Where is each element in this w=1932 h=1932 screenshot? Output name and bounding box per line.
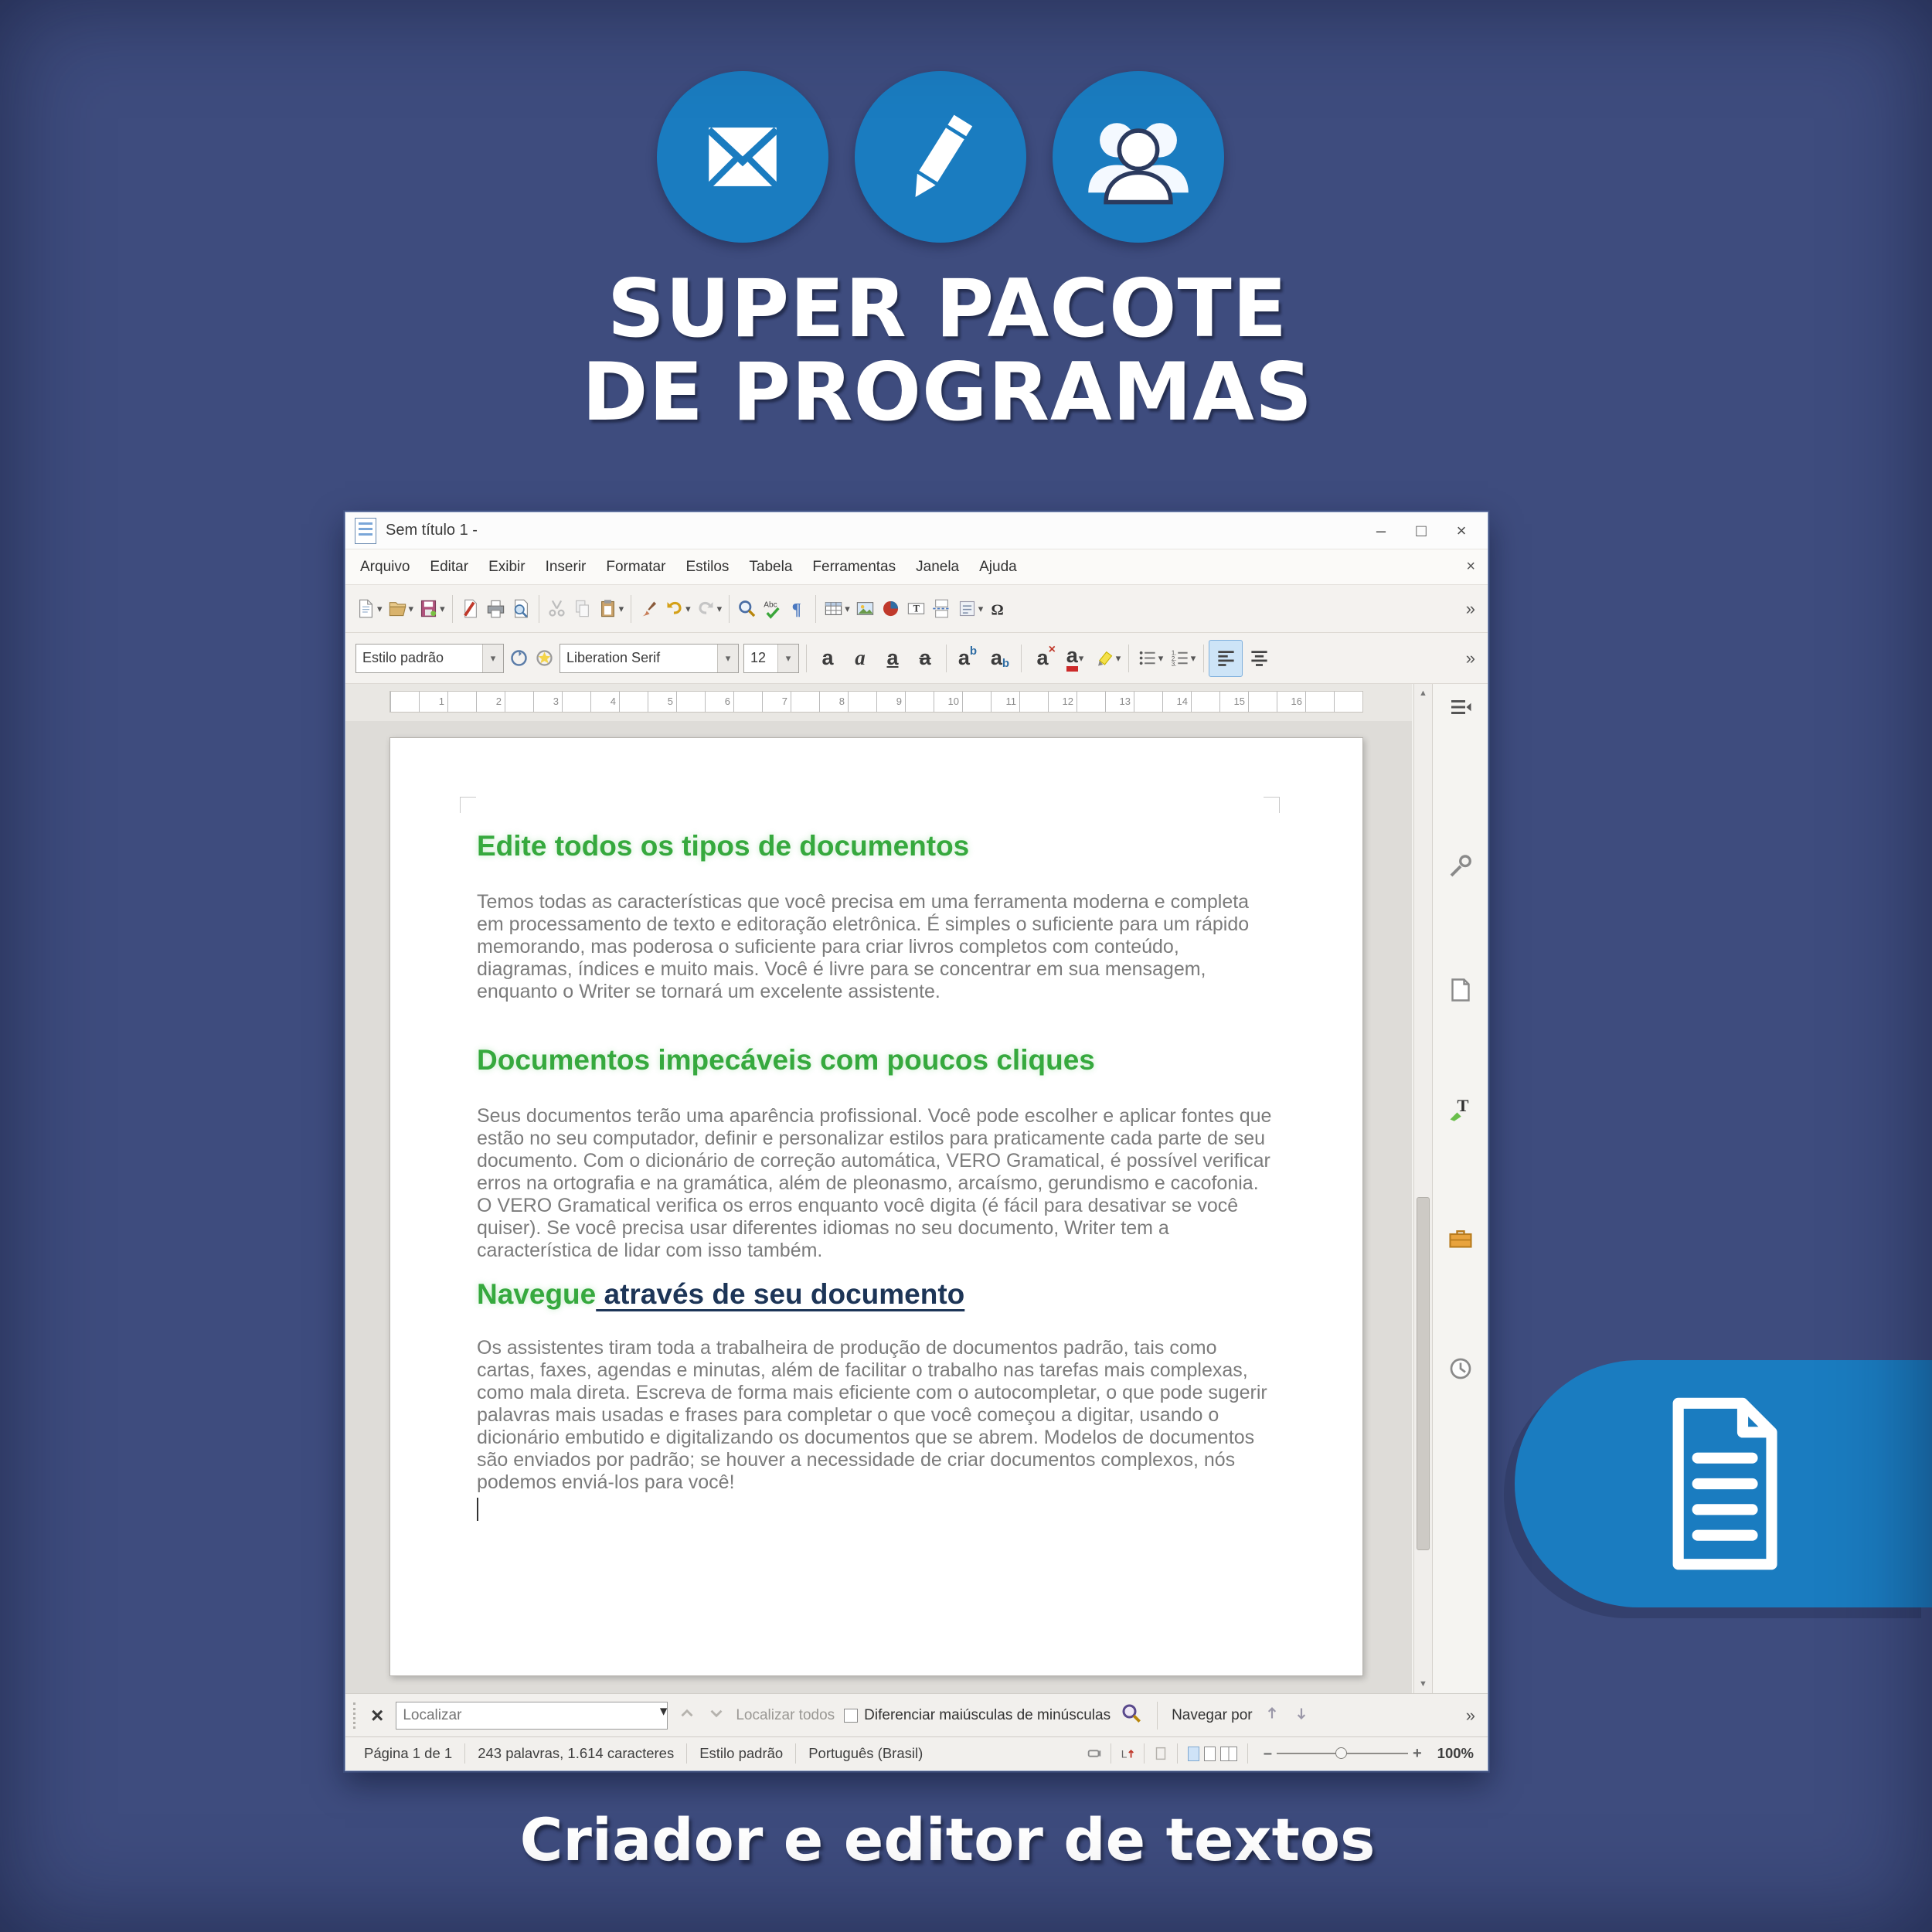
- scroll-up-icon[interactable]: ▲: [1419, 689, 1427, 698]
- page-count-status[interactable]: Página 1 de 1: [364, 1745, 453, 1761]
- poster-title-line2: DE PROGRAMAS: [581, 346, 1314, 440]
- toolbar-grip[interactable]: [353, 1702, 359, 1729]
- new-style-button[interactable]: [532, 641, 557, 676]
- dropdown-caret[interactable]: ▾: [618, 602, 624, 614]
- menu-bar: [345, 549, 1488, 585]
- word-count-status[interactable]: 243 palavras, 1.614 caracteres: [478, 1745, 675, 1761]
- zoom-slider[interactable]: [1277, 1753, 1408, 1754]
- highlighter-icon: [1094, 648, 1115, 668]
- toolbar-separator: [452, 595, 453, 623]
- print-button[interactable]: [483, 591, 509, 627]
- open-icon: [387, 598, 408, 619]
- zoom-level[interactable]: 100%: [1437, 1745, 1474, 1761]
- ruler-number: 16: [1291, 696, 1302, 707]
- maximize-button[interactable]: □: [1416, 520, 1427, 540]
- ruler-number: 15: [1233, 696, 1245, 707]
- status-bar: [345, 1736, 1488, 1770]
- properties-icon[interactable]: [1447, 852, 1475, 884]
- insert-textbox-button[interactable]: [903, 591, 929, 627]
- ruler-number: 13: [1119, 696, 1131, 707]
- paste-button[interactable]: [595, 591, 627, 627]
- undo-button[interactable]: [662, 591, 693, 627]
- open-button[interactable]: [385, 591, 417, 627]
- print-icon: [485, 598, 506, 619]
- poster-title: [0, 263, 1895, 440]
- align-left-icon: [1216, 648, 1236, 668]
- svg-text:Abc: Abc: [764, 600, 777, 610]
- status-separator: [1247, 1743, 1248, 1764]
- insert-textbox-icon: [906, 598, 927, 619]
- ruler-number: 9: [896, 696, 902, 707]
- writer-window: [345, 512, 1488, 1771]
- spelling-button[interactable]: [760, 591, 785, 627]
- margin-corner-mark: [460, 797, 476, 813]
- dropdown-caret[interactable]: ▾: [1190, 651, 1196, 664]
- book-view-icon[interactable]: [1220, 1747, 1237, 1761]
- find-replace-dialog-icon[interactable]: [1120, 1702, 1143, 1730]
- subscript-button[interactable]: a b: [990, 646, 1010, 670]
- cut-icon: [546, 598, 567, 619]
- find-input[interactable]: [396, 1702, 659, 1729]
- window-title: Sem título 1 -: [386, 522, 478, 539]
- menu-item[interactable]: Exibir: [488, 558, 526, 575]
- clear-formatting-button[interactable]: a ×: [1036, 642, 1056, 669]
- ruler-number: 10: [947, 696, 959, 707]
- dropdown-caret[interactable]: ▾: [1115, 651, 1121, 664]
- find-previous-icon[interactable]: [677, 1703, 697, 1728]
- save-icon: [418, 598, 439, 619]
- page-style-status[interactable]: Estilo padrão: [699, 1745, 784, 1761]
- font-color-button[interactable]: a ▾: [1059, 641, 1091, 676]
- bold-button[interactable]: a: [821, 646, 834, 669]
- ruler-numbers: [389, 691, 1363, 713]
- match-case-option[interactable]: [844, 1707, 1111, 1724]
- poster-title-line1: SUPER PACOTE: [607, 263, 1288, 355]
- formatting-marks-icon: [787, 598, 808, 619]
- people-glyph: [1081, 100, 1196, 214]
- dropdown-caret[interactable]: ▾: [845, 602, 850, 614]
- vertical-scrollbar[interactable]: [1413, 684, 1432, 1693]
- font-size-combo[interactable]: [743, 644, 799, 673]
- dropdown-caret[interactable]: ▾: [777, 645, 798, 672]
- zoom-out-icon[interactable]: –: [1263, 1744, 1272, 1762]
- insert-image-icon: [855, 598, 876, 619]
- dropdown-caret[interactable]: ▾: [659, 1702, 668, 1719]
- numbered-list-icon: [1169, 648, 1190, 668]
- page-break-button[interactable]: [929, 591, 954, 627]
- header-icons: [657, 71, 1224, 243]
- export-pdf-icon: [460, 598, 481, 619]
- doc-heading-2: Documentos impecáveis com poucos cliques: [477, 1044, 1095, 1076]
- insert-chart-icon: [880, 598, 901, 619]
- dropdown-caret[interactable]: ▾: [978, 602, 984, 614]
- insert-image-button[interactable]: [852, 591, 878, 627]
- find-toolbar: [345, 1693, 1488, 1736]
- dropdown-caret[interactable]: ▾: [440, 602, 445, 614]
- dropdown-caret[interactable]: ▾: [685, 602, 691, 614]
- doc-paragraph-1: Temos todas as características que você precisa em uma ferramenta moderna e completa em processamento de texto e editoração eletrônica. É simples o suficiente para um rápido memorando, mas poderosa o suficiente para criar livros completos com conteúdo, diagramas, índices e muito mais. Você é livre para se concentrar em sua mensagem, enquanto o Writer se tornará um excelente assistente.: [477, 891, 1250, 1002]
- toolbar-separator: [1157, 1702, 1158, 1730]
- navigate-next-icon[interactable]: [1291, 1703, 1311, 1728]
- find-next-icon[interactable]: [706, 1703, 726, 1728]
- dropdown-caret[interactable]: ▾: [717, 645, 738, 672]
- save-button[interactable]: [416, 591, 447, 627]
- scrollbar-thumb[interactable]: [1417, 1197, 1430, 1550]
- print-preview-button[interactable]: [509, 591, 534, 627]
- doc-heading-3: [477, 1277, 1276, 1311]
- undo-icon: [664, 598, 685, 619]
- redo-icon: [696, 598, 716, 619]
- numbered-list-button[interactable]: [1166, 641, 1199, 676]
- svg-text:3.: 3.: [1171, 661, 1177, 668]
- close-document-icon[interactable]: ×: [1466, 558, 1475, 575]
- minimize-button[interactable]: –: [1376, 520, 1386, 540]
- insert-table-icon: [823, 598, 844, 619]
- toolbar-overflow-icon[interactable]: »: [1465, 648, 1475, 668]
- ruler-number: 1: [438, 696, 444, 707]
- align-center-button[interactable]: [1243, 641, 1275, 676]
- page-break-icon: [931, 598, 952, 619]
- insert-mode-indicator[interactable]: [1086, 1745, 1103, 1762]
- new-style-icon: [534, 648, 555, 668]
- menu-item[interactable]: Formatar: [606, 558, 666, 575]
- toolbar-separator: [1021, 645, 1022, 672]
- svg-text:T: T: [913, 603, 920, 614]
- document-workspace: [345, 721, 1412, 1693]
- ruler-number: 11: [1005, 696, 1016, 707]
- menu-item[interactable]: Editar: [430, 558, 469, 575]
- align-left-button[interactable]: [1209, 640, 1243, 677]
- window-controls: [1364, 513, 1478, 549]
- page-icon[interactable]: [1447, 976, 1475, 1008]
- toolbar-separator: [729, 595, 730, 623]
- zoom-control: [1259, 1745, 1427, 1763]
- svg-text:2.: 2.: [1171, 655, 1177, 662]
- people-icon: [1053, 71, 1224, 243]
- font-size-value: 12: [750, 650, 767, 665]
- writer-document-icon: [355, 518, 376, 544]
- status-separator: [1177, 1743, 1178, 1764]
- bullet-list-icon: [1137, 648, 1158, 668]
- doc-paragraph-3: Os assistentes tiram toda a trabalheira de produção de documentos padrão, tais como cartas, faxes, agendas e minutas, além de facilitar o trabalho nas tarefas mais complexas, como mala direta. Escreva de forma mais eficiente com o autocompletar, o que pode sugerir palavras mais usadas e frases para completar o que você começou a digitar, usando o dicionário embutido e digitalizando os documentos que se abrem. Modelos de documentos são enviados por padrão; se houver a necessidade de criar documentos complexos, nós podemos enviá-los para você!: [477, 1337, 1267, 1493]
- strikethrough-button[interactable]: a: [919, 646, 931, 669]
- ruler-number: 7: [781, 696, 787, 707]
- redo-button[interactable]: [693, 591, 725, 627]
- ruler-number: 3: [553, 696, 559, 707]
- paste-icon: [597, 598, 618, 619]
- export-pdf-button[interactable]: [457, 591, 483, 627]
- dropdown-caret[interactable]: ▾: [716, 602, 723, 614]
- dropdown-caret[interactable]: ▾: [408, 602, 414, 614]
- navigate-previous-icon[interactable]: [1262, 1703, 1282, 1728]
- navigator-icon[interactable]: [1447, 1355, 1475, 1386]
- navigate-by-label: Navegar por: [1172, 1706, 1253, 1723]
- copy-button[interactable]: [570, 591, 595, 627]
- paragraph-style-value: Estilo padrão: [362, 650, 444, 665]
- match-case-label: Diferenciar maiúsculas de minúsculas: [864, 1706, 1111, 1723]
- ruler-number: 2: [495, 696, 502, 707]
- menu-item[interactable]: Inserir: [545, 558, 587, 575]
- doc-heading-3-green: Navegue: [477, 1278, 597, 1310]
- svg-text:L: L: [1121, 1748, 1128, 1760]
- clone-formatting-icon: [638, 598, 659, 619]
- toolbar-separator: [1128, 645, 1129, 672]
- toolbar-separator: [1203, 645, 1204, 672]
- document-icon: [1646, 1383, 1801, 1584]
- dropdown-caret[interactable]: ▾: [377, 602, 383, 614]
- highlight-color-button[interactable]: [1091, 641, 1124, 676]
- mail-glyph: [689, 103, 797, 211]
- gallery-icon[interactable]: [1447, 1225, 1475, 1257]
- close-button[interactable]: ×: [1456, 520, 1467, 540]
- menu-item[interactable]: Ajuda: [979, 558, 1017, 575]
- menu-item[interactable]: Tabela: [749, 558, 793, 575]
- bullet-list-button[interactable]: [1134, 641, 1166, 676]
- zoom-slider-thumb[interactable]: [1335, 1747, 1347, 1759]
- poster-caption: Criador e editor de textos: [519, 1805, 1376, 1874]
- find-replace-button[interactable]: [734, 591, 760, 627]
- formatting-toolbar: [345, 633, 1488, 684]
- close-findbar-icon[interactable]: ×: [371, 1702, 384, 1727]
- find-replace-icon: [736, 598, 757, 619]
- superscript-button[interactable]: a b: [957, 645, 978, 669]
- horizontal-ruler[interactable]: [345, 684, 1412, 722]
- doc-heading-3-navy: através de seu documento: [596, 1278, 965, 1310]
- insert-table-button[interactable]: [821, 591, 852, 627]
- document-text: [477, 829, 1276, 1521]
- doc-paragraph-2: Seus documentos terão uma aparência profissional. Você pode escolher e aplicar fontes que estão no seu computador, definir e personalizar estilos para praticamente cada parte de seu documento. Com o dicionário de correção automática, VERO Gramatical, é possível verificar erros na ortografia e na gramática, além de pleonasmo, arcaísmo, gerundismo e cacofonia. O VERO Gramatical verifica os erros enquanto você digita (é fácil para desativar se você quiser). Se você precisa usar diferentes idiomas no seu documento, Writer tem a característica de lidar com isso também.: [477, 1105, 1272, 1261]
- find-all-button[interactable]: Localizar todos: [736, 1706, 835, 1723]
- svg-text:T: T: [1457, 1096, 1469, 1115]
- clone-formatting-button[interactable]: [636, 591, 662, 627]
- selection-mode-indicator[interactable]: [1119, 1745, 1136, 1762]
- sidebar-tabs: [1432, 684, 1488, 1693]
- toolbar-separator: [806, 645, 807, 672]
- mail-icon: [657, 71, 828, 243]
- margin-corner-mark: [1264, 797, 1280, 813]
- ruler-number: 8: [838, 696, 845, 707]
- print-preview-icon: [511, 598, 532, 619]
- align-center-icon: [1249, 648, 1270, 668]
- new-document-button[interactable]: [353, 591, 385, 627]
- page-view-icons: [1185, 1747, 1240, 1761]
- paragraph-style-combo[interactable]: [355, 644, 504, 673]
- dropdown-caret[interactable]: ▾: [482, 645, 503, 672]
- status-separator: [1144, 1743, 1145, 1764]
- svg-text:1.: 1.: [1171, 649, 1177, 657]
- menu-item[interactable]: Janela: [916, 558, 960, 575]
- svg-text:¶: ¶: [791, 599, 801, 619]
- title-bar: [345, 512, 1488, 549]
- toolbar-overflow-icon[interactable]: »: [1465, 598, 1475, 618]
- ruler-number: 12: [1062, 696, 1073, 707]
- styles-icon[interactable]: [1447, 1095, 1475, 1127]
- formatting-marks-button[interactable]: [785, 591, 811, 627]
- font-name-combo[interactable]: [560, 644, 739, 673]
- zoom-in-icon[interactable]: +: [1412, 1744, 1422, 1762]
- pencil-icon: [855, 71, 1026, 243]
- match-case-checkbox[interactable]: [844, 1709, 858, 1723]
- ruler-number: 6: [724, 696, 730, 707]
- ruler-number: 14: [1176, 696, 1188, 707]
- single-page-view-icon[interactable]: [1188, 1747, 1199, 1761]
- insert-field-icon: [957, 598, 978, 619]
- special-character-icon: [988, 598, 1009, 619]
- toolbar-separator: [815, 595, 816, 623]
- menu-item[interactable]: Ferramentas: [812, 558, 896, 575]
- toolbar-separator: [946, 645, 947, 672]
- cut-button[interactable]: [544, 591, 570, 627]
- insert-field-button[interactable]: [954, 591, 986, 627]
- italic-button[interactable]: a: [855, 646, 866, 669]
- dropdown-caret[interactable]: ▾: [1078, 651, 1084, 664]
- spelling-icon: [762, 598, 783, 619]
- insert-chart-button[interactable]: [878, 591, 903, 627]
- menu-item[interactable]: Arquivo: [360, 558, 410, 575]
- update-style-icon: [509, 648, 529, 668]
- multi-page-view-icon[interactable]: [1204, 1747, 1216, 1761]
- ruler-number: 5: [667, 696, 673, 707]
- text-cursor: [477, 1498, 478, 1521]
- copy-icon: [572, 598, 593, 619]
- doc-heading-1: Edite todos os tipos de documentos: [477, 830, 970, 862]
- font-name-value: Liberation Serif: [566, 650, 661, 665]
- document-page[interactable]: [389, 737, 1363, 1676]
- toolbar-overflow-icon[interactable]: »: [1465, 1705, 1475, 1725]
- language-status[interactable]: Português (Brasil): [808, 1745, 923, 1761]
- menu-item[interactable]: Estilos: [685, 558, 730, 575]
- pencil-glyph: [886, 103, 995, 211]
- new-document-icon: [355, 598, 376, 619]
- ruler-number: 4: [610, 696, 616, 707]
- underline-button[interactable]: a: [886, 646, 899, 669]
- find-input-combo[interactable]: [396, 1702, 668, 1730]
- update-style-button[interactable]: [506, 641, 532, 676]
- sidebar-settings-icon[interactable]: [1447, 693, 1475, 725]
- svg-text:Ω: Ω: [991, 601, 1004, 619]
- menu-items: [350, 559, 1027, 576]
- document-badge: [1515, 1360, 1932, 1607]
- dropdown-caret[interactable]: ▾: [1158, 651, 1164, 664]
- standard-toolbar: [345, 585, 1488, 633]
- scroll-down-icon[interactable]: ▼: [1419, 1679, 1427, 1689]
- special-character-button[interactable]: [985, 591, 1011, 627]
- document-modified-indicator[interactable]: [1152, 1745, 1169, 1762]
